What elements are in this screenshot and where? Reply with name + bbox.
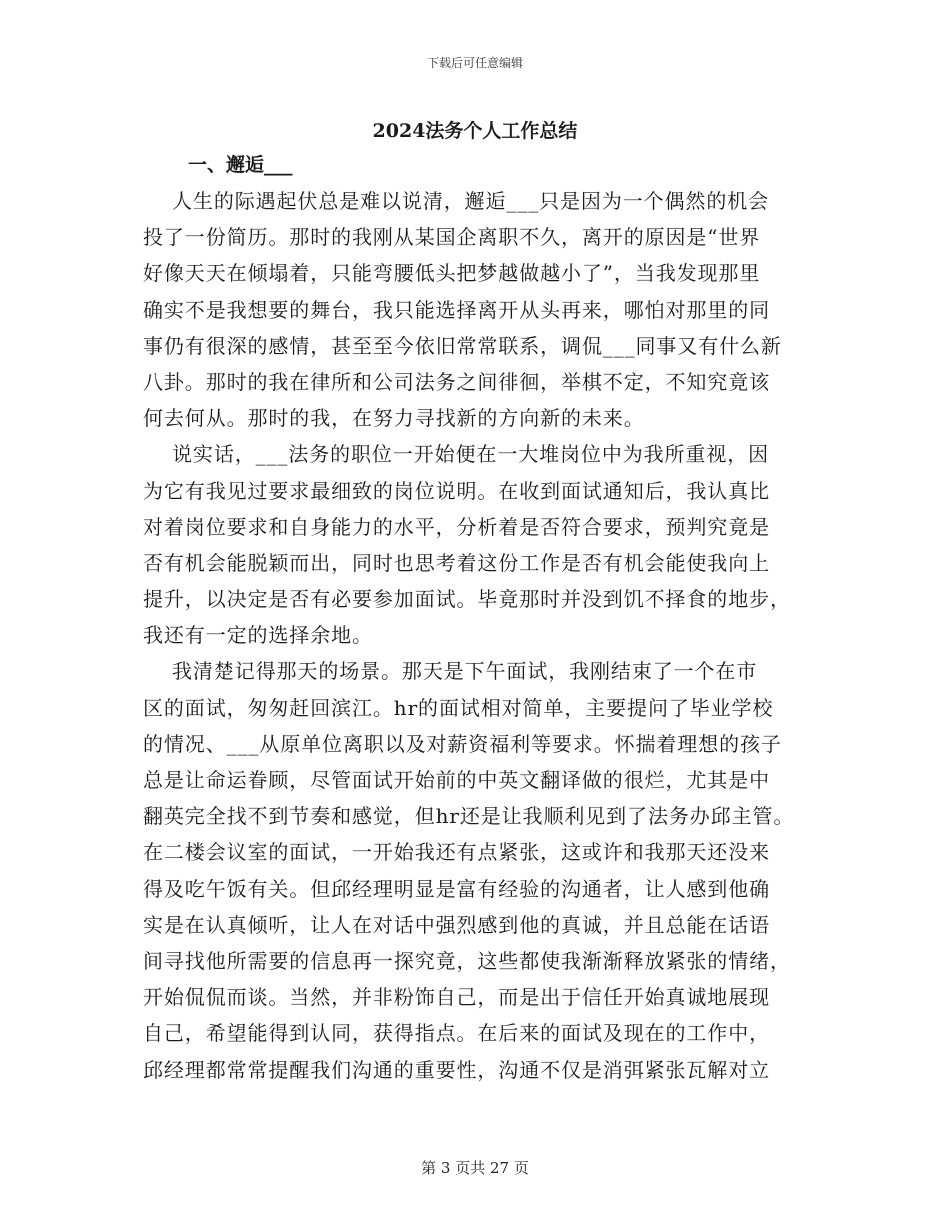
- text-line: 对着岗位要求和自身能力的水平，分析着是否符合要求，预判究竟是: [143, 514, 770, 539]
- text-line: 总是让命运眷顾，尽管面试开始前的中英文翻译做的很烂，尤其是中: [143, 768, 770, 792]
- text-line: 投了一份简历。那时的我刚从某国企离职不久，离开的原因是“世界: [143, 225, 761, 250]
- page-footer: 第 3 页共 27 页: [421, 1159, 529, 1177]
- text-line: 自己，希望能得到认同，获得指点。在后来的面试及现在的工作中，: [143, 1021, 770, 1046]
- text-line: 间寻找他所需要的信息再一探究竟，这些都使我渐渐释放紧张的情绪，: [143, 948, 791, 973]
- text-line: 的情况、___从原单位离职以及对薪资福利等要求。怀揣着理想的孩子: [143, 731, 782, 756]
- text-line: 翻英完全找不到节奏和感觉，但hr还是让我顺利见到了法务办邱主管。: [143, 804, 795, 829]
- text-line: 区的面试，匆匆赶回滨江。hr的面试相对简单，主要提问了毕业学校: [143, 695, 774, 720]
- text-line: 为它有我见过要求最细致的岗位说明。在收到面试通知后，我认真比: [143, 478, 770, 503]
- body-text: [143, 183, 809, 1088]
- text-line: 在二楼会议室的面试，一开始我还有点紧张，这或许和我那天还没来: [143, 840, 770, 865]
- document-title: 2024法务个人工作总结: [372, 120, 578, 142]
- text-line: 事仍有很深的感情，甚至至今依旧常常联系，调侃___同事又有什么新: [143, 333, 782, 358]
- text-line: 提升，以决定是否有必要参加面试。毕竟那时并没到饥不择食的地步，: [143, 587, 791, 612]
- text-line: 开始侃侃而谈。当然，并非粉饰自己，而是出于信任开始真诚地展现: [143, 985, 770, 1010]
- text-line: 邱经理都常常提醒我们沟通的重要性，沟通不仅是消弭紧张瓦解对立: [143, 1057, 770, 1082]
- text-line: 何去何从。那时的我，在努力寻找新的方向新的未来。: [143, 406, 645, 431]
- text-line: 八卦。那时的我在律所和公司法务之间徘徊，举棋不定，不知究竟该: [143, 369, 770, 394]
- text-line: 说实话，___法务的职位一开始便在一大堆岗位中为我所重视，因: [143, 442, 770, 467]
- header-note: 下载后可任意编辑: [426, 56, 523, 70]
- text-line: 得及吃午饭有关。但邱经理明显是富有经验的沟通者，让人感到他确: [143, 876, 770, 901]
- section-heading: 一、邂逅___: [188, 154, 293, 176]
- text-line: 我还有一定的选择余地。: [143, 623, 373, 648]
- text-line: 好像天天在倾塌着，只能弯腰低头把梦越做越小了”，当我发现那里: [143, 261, 761, 286]
- text-line: 否有机会能脱颖而出，同时也思考着这份工作是否有机会能使我向上: [143, 550, 770, 575]
- text-line: 我清楚记得那天的场景。那天是下午面试，我刚结束了一个在市: [143, 659, 758, 684]
- text-line: 人生的际遇起伏总是难以说清，邂逅___只是因为一个偶然的机会: [143, 189, 770, 213]
- text-line: 确实不是我想要的舞台，我只能选择离开从头再来，哪怕对那里的同: [143, 297, 770, 322]
- text-line: 实是在认真倾听，让人在对话中强烈感到他的真诚，并且总能在话语: [143, 912, 770, 937]
